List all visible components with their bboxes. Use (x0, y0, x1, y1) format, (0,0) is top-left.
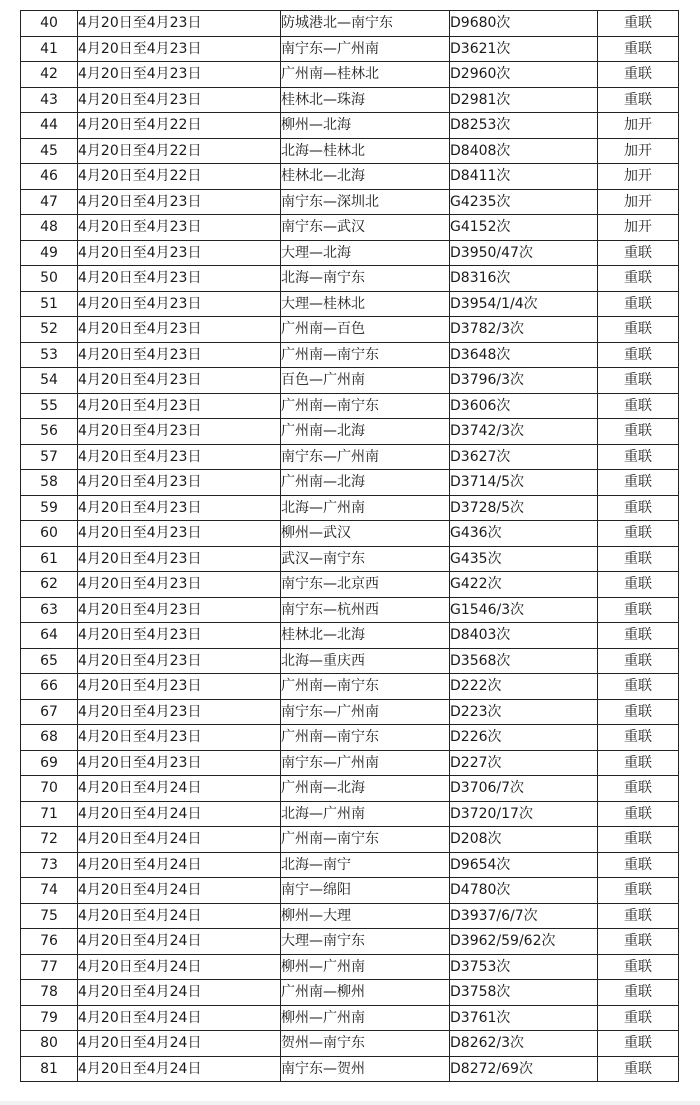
date-range-cell: 4月20日至4月23日 (78, 470, 281, 496)
date-range-cell: 4月20日至4月23日 (78, 317, 281, 343)
service-type-cell: 重联 (598, 444, 679, 470)
date-range-cell: 4月20日至4月24日 (78, 776, 281, 802)
row-number-cell: 40 (21, 11, 78, 37)
table-row (21, 852, 679, 878)
row-number-cell: 72 (21, 827, 78, 853)
route-cell: 北海—广州南 (281, 801, 450, 827)
route-cell: 大理—北海 (281, 240, 450, 266)
table-row (21, 164, 679, 190)
service-type-cell: 重联 (598, 776, 679, 802)
train-number-cell: D9654次 (450, 852, 598, 878)
service-type-cell: 重联 (598, 419, 679, 445)
train-number-cell: D226次 (450, 725, 598, 751)
route-cell: 北海—重庆西 (281, 648, 450, 674)
row-number-cell: 41 (21, 36, 78, 62)
service-type-cell: 重联 (598, 1056, 679, 1082)
row-number-cell: 53 (21, 342, 78, 368)
table-row (21, 572, 679, 598)
service-type-cell: 加开 (598, 164, 679, 190)
table-row (21, 36, 679, 62)
table-row (21, 368, 679, 394)
date-range-cell: 4月20日至4月24日 (78, 903, 281, 929)
date-range-cell: 4月20日至4月23日 (78, 648, 281, 674)
row-number-cell: 67 (21, 699, 78, 725)
date-range-cell: 4月20日至4月23日 (78, 240, 281, 266)
route-cell: 贺州—南宁东 (281, 1031, 450, 1057)
row-number-cell: 58 (21, 470, 78, 496)
route-cell: 北海—南宁东 (281, 266, 450, 292)
train-number-cell: D3761次 (450, 1005, 598, 1031)
table-row (21, 699, 679, 725)
row-number-cell: 46 (21, 164, 78, 190)
service-type-cell: 重联 (598, 852, 679, 878)
route-cell: 柳州—广州南 (281, 1005, 450, 1031)
table-row (21, 240, 679, 266)
date-range-cell: 4月20日至4月23日 (78, 62, 281, 88)
service-type-cell: 重联 (598, 36, 679, 62)
service-type-cell: 重联 (598, 368, 679, 394)
train-number-cell: D3782/3次 (450, 317, 598, 343)
train-number-cell: D8411次 (450, 164, 598, 190)
date-range-cell: 4月20日至4月23日 (78, 189, 281, 215)
table-row (21, 623, 679, 649)
service-type-cell: 加开 (598, 138, 679, 164)
train-schedule-table (20, 10, 679, 1082)
date-range-cell: 4月20日至4月23日 (78, 597, 281, 623)
row-number-cell: 65 (21, 648, 78, 674)
service-type-cell: 重联 (598, 470, 679, 496)
service-type-cell: 重联 (598, 572, 679, 598)
train-number-cell: D222次 (450, 674, 598, 700)
service-type-cell: 重联 (598, 929, 679, 955)
row-number-cell: 43 (21, 87, 78, 113)
route-cell: 广州南—北海 (281, 419, 450, 445)
service-type-cell: 重联 (598, 87, 679, 113)
table-row (21, 1005, 679, 1031)
route-cell: 南宁东—广州南 (281, 36, 450, 62)
date-range-cell: 4月20日至4月23日 (78, 725, 281, 751)
service-type-cell: 重联 (598, 62, 679, 88)
train-number-cell: D3758次 (450, 980, 598, 1006)
row-number-cell: 56 (21, 419, 78, 445)
row-number-cell: 49 (21, 240, 78, 266)
row-number-cell: 74 (21, 878, 78, 904)
page-bottom-strip (0, 1101, 700, 1105)
service-type-cell: 重联 (598, 1005, 679, 1031)
train-number-cell: G4152次 (450, 215, 598, 241)
train-number-cell: D8408次 (450, 138, 598, 164)
row-number-cell: 81 (21, 1056, 78, 1082)
date-range-cell: 4月20日至4月23日 (78, 36, 281, 62)
table-row (21, 1056, 679, 1082)
date-range-cell: 4月20日至4月23日 (78, 674, 281, 700)
row-number-cell: 61 (21, 546, 78, 572)
route-cell: 柳州—武汉 (281, 521, 450, 547)
service-type-cell: 重联 (598, 980, 679, 1006)
route-cell: 广州南—百色 (281, 317, 450, 343)
service-type-cell: 重联 (598, 597, 679, 623)
table-row (21, 11, 679, 37)
date-range-cell: 4月20日至4月23日 (78, 546, 281, 572)
route-cell: 北海—广州南 (281, 495, 450, 521)
route-cell: 百色—广州南 (281, 368, 450, 394)
date-range-cell: 4月20日至4月22日 (78, 113, 281, 139)
date-range-cell: 4月20日至4月23日 (78, 521, 281, 547)
row-number-cell: 47 (21, 189, 78, 215)
date-range-cell: 4月20日至4月24日 (78, 801, 281, 827)
train-number-cell: D4780次 (450, 878, 598, 904)
table-row (21, 521, 679, 547)
train-number-cell: D3720/17次 (450, 801, 598, 827)
row-number-cell: 44 (21, 113, 78, 139)
table-row (21, 929, 679, 955)
service-type-cell: 重联 (598, 623, 679, 649)
row-number-cell: 54 (21, 368, 78, 394)
service-type-cell: 重联 (598, 903, 679, 929)
service-type-cell: 重联 (598, 495, 679, 521)
table-row (21, 827, 679, 853)
date-range-cell: 4月20日至4月24日 (78, 929, 281, 955)
train-number-cell: D8316次 (450, 266, 598, 292)
row-number-cell: 79 (21, 1005, 78, 1031)
table-row (21, 903, 679, 929)
route-cell: 南宁—绵阳 (281, 878, 450, 904)
service-type-cell: 加开 (598, 215, 679, 241)
train-number-cell: D3753次 (450, 954, 598, 980)
train-number-cell: D2960次 (450, 62, 598, 88)
route-cell: 南宁东—广州南 (281, 699, 450, 725)
row-number-cell: 78 (21, 980, 78, 1006)
table-row (21, 750, 679, 776)
table-row (21, 138, 679, 164)
service-type-cell: 加开 (598, 113, 679, 139)
route-cell: 南宁东—杭州西 (281, 597, 450, 623)
date-range-cell: 4月20日至4月23日 (78, 266, 281, 292)
service-type-cell: 重联 (598, 521, 679, 547)
service-type-cell: 重联 (598, 1031, 679, 1057)
row-number-cell: 57 (21, 444, 78, 470)
route-cell: 桂林北—北海 (281, 164, 450, 190)
route-cell: 南宁东—贺州 (281, 1056, 450, 1082)
train-number-cell: D3954/1/4次 (450, 291, 598, 317)
table-row (21, 62, 679, 88)
route-cell: 南宁东—广州南 (281, 444, 450, 470)
date-range-cell: 4月20日至4月23日 (78, 495, 281, 521)
route-cell: 柳州—大理 (281, 903, 450, 929)
date-range-cell: 4月20日至4月24日 (78, 878, 281, 904)
route-cell: 南宁东—广州南 (281, 750, 450, 776)
date-range-cell: 4月20日至4月23日 (78, 623, 281, 649)
table-row (21, 725, 679, 751)
table-row (21, 674, 679, 700)
row-number-cell: 50 (21, 266, 78, 292)
row-number-cell: 63 (21, 597, 78, 623)
row-number-cell: 62 (21, 572, 78, 598)
route-cell: 北海—南宁 (281, 852, 450, 878)
train-number-cell: D8262/3次 (450, 1031, 598, 1057)
train-number-cell: G4235次 (450, 189, 598, 215)
route-cell: 武汉—南宁东 (281, 546, 450, 572)
row-number-cell: 66 (21, 674, 78, 700)
table-row (21, 546, 679, 572)
row-number-cell: 55 (21, 393, 78, 419)
date-range-cell: 4月20日至4月23日 (78, 393, 281, 419)
table-row (21, 801, 679, 827)
date-range-cell: 4月20日至4月24日 (78, 827, 281, 853)
row-number-cell: 80 (21, 1031, 78, 1057)
service-type-cell: 加开 (598, 189, 679, 215)
table-row (21, 1031, 679, 1057)
table-row (21, 393, 679, 419)
train-number-cell: G436次 (450, 521, 598, 547)
route-cell: 柳州—广州南 (281, 954, 450, 980)
table-row (21, 342, 679, 368)
train-number-cell: D3706/7次 (450, 776, 598, 802)
route-cell: 防城港北—南宁东 (281, 11, 450, 37)
train-number-cell: D3962/59/62次 (450, 929, 598, 955)
route-cell: 广州南—南宁东 (281, 827, 450, 853)
service-type-cell: 重联 (598, 699, 679, 725)
row-number-cell: 48 (21, 215, 78, 241)
table-row (21, 444, 679, 470)
table-row (21, 215, 679, 241)
row-number-cell: 71 (21, 801, 78, 827)
row-number-cell: 75 (21, 903, 78, 929)
table-row (21, 419, 679, 445)
train-number-cell: D8403次 (450, 623, 598, 649)
row-number-cell: 59 (21, 495, 78, 521)
train-number-cell: D3742/3次 (450, 419, 598, 445)
train-number-cell: G422次 (450, 572, 598, 598)
service-type-cell: 重联 (598, 750, 679, 776)
row-number-cell: 64 (21, 623, 78, 649)
route-cell: 桂林北—北海 (281, 623, 450, 649)
date-range-cell: 4月20日至4月24日 (78, 1031, 281, 1057)
route-cell: 桂林北—珠海 (281, 87, 450, 113)
route-cell: 南宁东—武汉 (281, 215, 450, 241)
route-cell: 广州南—南宁东 (281, 674, 450, 700)
table-row (21, 954, 679, 980)
train-number-cell: D8253次 (450, 113, 598, 139)
row-number-cell: 70 (21, 776, 78, 802)
table-row (21, 648, 679, 674)
route-cell: 广州南—南宁东 (281, 342, 450, 368)
route-cell: 广州南—北海 (281, 470, 450, 496)
date-range-cell: 4月20日至4月23日 (78, 11, 281, 37)
row-number-cell: 42 (21, 62, 78, 88)
row-number-cell: 52 (21, 317, 78, 343)
table-row (21, 495, 679, 521)
date-range-cell: 4月20日至4月22日 (78, 164, 281, 190)
route-cell: 广州南—南宁东 (281, 725, 450, 751)
train-number-cell: D3796/3次 (450, 368, 598, 394)
service-type-cell: 重联 (598, 546, 679, 572)
row-number-cell: 51 (21, 291, 78, 317)
service-type-cell: 重联 (598, 291, 679, 317)
table-row (21, 291, 679, 317)
service-type-cell: 重联 (598, 266, 679, 292)
service-type-cell: 重联 (598, 878, 679, 904)
train-number-cell: D3648次 (450, 342, 598, 368)
table-row (21, 878, 679, 904)
service-type-cell: 重联 (598, 342, 679, 368)
date-range-cell: 4月20日至4月23日 (78, 572, 281, 598)
train-number-cell: D3621次 (450, 36, 598, 62)
route-cell: 大理—桂林北 (281, 291, 450, 317)
service-type-cell: 重联 (598, 11, 679, 37)
train-number-cell: D3937/6/7次 (450, 903, 598, 929)
route-cell: 南宁东—深圳北 (281, 189, 450, 215)
route-cell: 广州南—桂林北 (281, 62, 450, 88)
table-row (21, 597, 679, 623)
route-cell: 广州南—柳州 (281, 980, 450, 1006)
table-row (21, 113, 679, 139)
train-number-cell: D227次 (450, 750, 598, 776)
route-cell: 北海—桂林北 (281, 138, 450, 164)
row-number-cell: 77 (21, 954, 78, 980)
date-range-cell: 4月20日至4月23日 (78, 215, 281, 241)
table-row (21, 266, 679, 292)
service-type-cell: 重联 (598, 648, 679, 674)
date-range-cell: 4月20日至4月23日 (78, 87, 281, 113)
train-number-cell: D3568次 (450, 648, 598, 674)
route-cell: 南宁东—北京西 (281, 572, 450, 598)
date-range-cell: 4月20日至4月23日 (78, 419, 281, 445)
date-range-cell: 4月20日至4月23日 (78, 342, 281, 368)
service-type-cell: 重联 (598, 725, 679, 751)
date-range-cell: 4月20日至4月23日 (78, 291, 281, 317)
service-type-cell: 重联 (598, 954, 679, 980)
train-number-cell: D2981次 (450, 87, 598, 113)
date-range-cell: 4月20日至4月22日 (78, 138, 281, 164)
route-cell: 广州南—南宁东 (281, 393, 450, 419)
date-range-cell: 4月20日至4月24日 (78, 1056, 281, 1082)
table-row (21, 776, 679, 802)
train-number-cell: G435次 (450, 546, 598, 572)
service-type-cell: 重联 (598, 801, 679, 827)
date-range-cell: 4月20日至4月24日 (78, 980, 281, 1006)
route-cell: 广州南—北海 (281, 776, 450, 802)
row-number-cell: 73 (21, 852, 78, 878)
service-type-cell: 重联 (598, 317, 679, 343)
table-row (21, 470, 679, 496)
date-range-cell: 4月20日至4月23日 (78, 699, 281, 725)
table-row (21, 317, 679, 343)
train-number-cell: D3950/47次 (450, 240, 598, 266)
service-type-cell: 重联 (598, 393, 679, 419)
train-number-cell: D208次 (450, 827, 598, 853)
date-range-cell: 4月20日至4月23日 (78, 444, 281, 470)
train-number-cell: D3714/5次 (450, 470, 598, 496)
row-number-cell: 76 (21, 929, 78, 955)
date-range-cell: 4月20日至4月23日 (78, 750, 281, 776)
table-row (21, 189, 679, 215)
service-type-cell: 重联 (598, 240, 679, 266)
date-range-cell: 4月20日至4月24日 (78, 852, 281, 878)
service-type-cell: 重联 (598, 827, 679, 853)
date-range-cell: 4月20日至4月24日 (78, 954, 281, 980)
route-cell: 大理—南宁东 (281, 929, 450, 955)
service-type-cell: 重联 (598, 674, 679, 700)
train-number-cell: D3606次 (450, 393, 598, 419)
train-number-cell: G1546/3次 (450, 597, 598, 623)
row-number-cell: 68 (21, 725, 78, 751)
table-row (21, 87, 679, 113)
table-body (21, 11, 679, 1082)
row-number-cell: 69 (21, 750, 78, 776)
date-range-cell: 4月20日至4月23日 (78, 368, 281, 394)
train-number-cell: D9680次 (450, 11, 598, 37)
table-row (21, 980, 679, 1006)
row-number-cell: 45 (21, 138, 78, 164)
row-number-cell: 60 (21, 521, 78, 547)
train-number-cell: D3728/5次 (450, 495, 598, 521)
date-range-cell: 4月20日至4月24日 (78, 1005, 281, 1031)
train-number-cell: D3627次 (450, 444, 598, 470)
route-cell: 柳州—北海 (281, 113, 450, 139)
train-number-cell: D223次 (450, 699, 598, 725)
train-number-cell: D8272/69次 (450, 1056, 598, 1082)
